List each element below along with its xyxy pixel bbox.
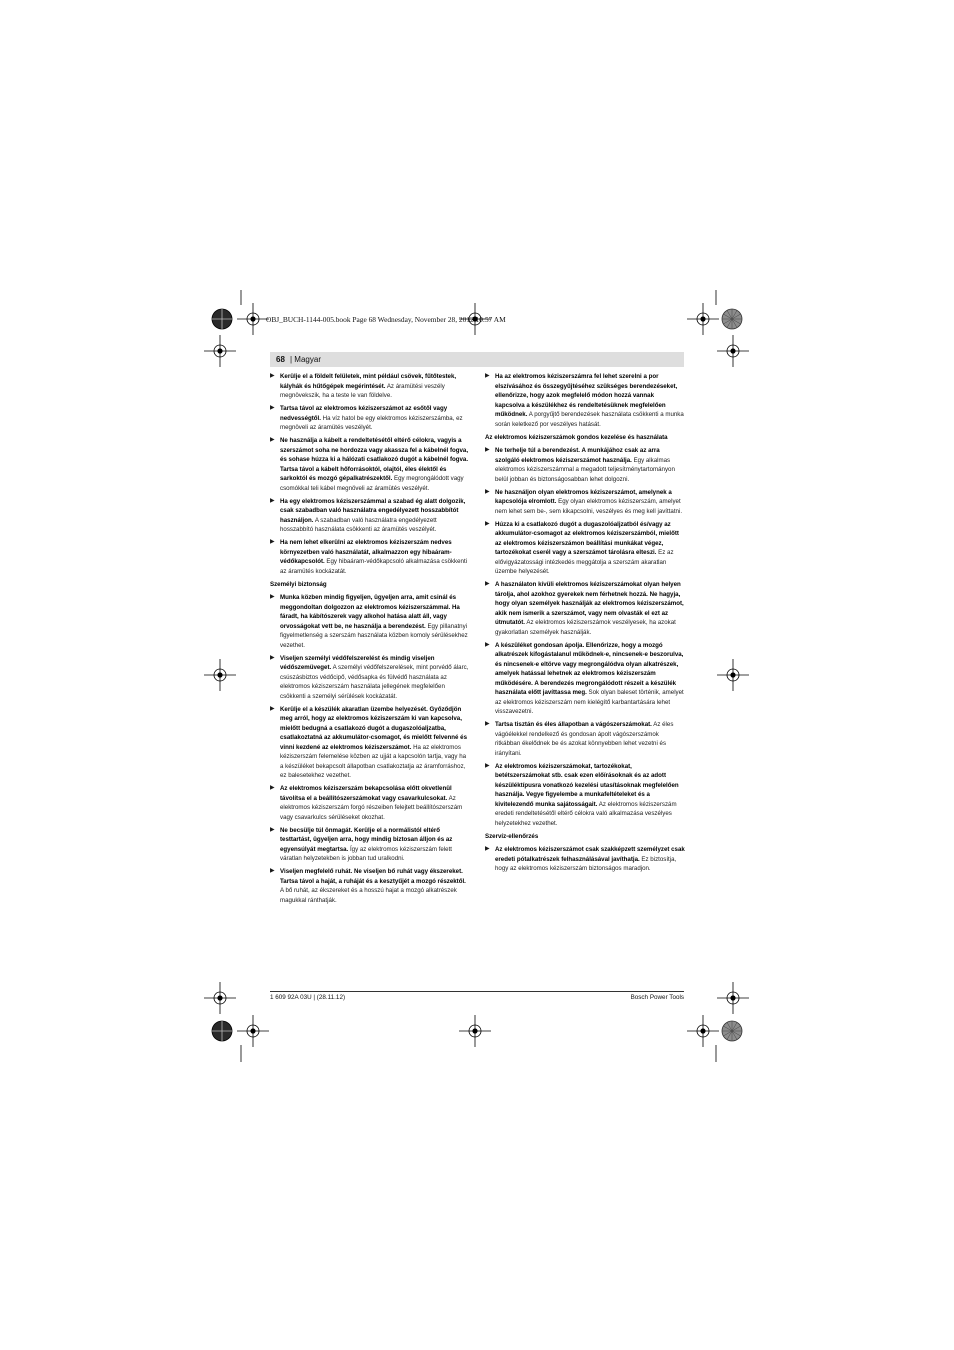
instruction-emphasis: Kerülje el a földelt felületek, mint például csövek, fűtőtestek, kályhák és hűtőgépek megérintését. (280, 373, 457, 390)
safety-instruction (270, 593, 470, 650)
instruction-explanation: Ez az elővigyázatossági intézkedés meggátolja a szerszám akaratlan üzembe helyezését. (495, 549, 674, 575)
instruction-explanation: Sok olyan baleset történik, amelyet az elektromos kéziszerszám nem kielégítő karbantartására lehet visszavezetni. (495, 689, 684, 715)
bullet-arrow-icon: ▶ (270, 594, 275, 600)
section-heading-tool-handling: Az elektromos kéziszerszámok gondos kezelése és használata (485, 433, 668, 441)
section-heading-personal-safety: Személyi biztonság (270, 580, 327, 588)
bullet-arrow-icon: ▶ (270, 539, 275, 545)
bullet-arrow-icon: ▶ (270, 654, 275, 661)
instruction-emphasis: Tartsa tisztán és éles állapotban a vágószerszámokat. (495, 721, 652, 728)
bullet-arrow-icon: ▶ (485, 641, 490, 648)
instruction-explanation: Az áramütési veszély megnövekszik, ha a teste le van földelve. (280, 382, 445, 399)
bullet-arrow-icon: ▶ (485, 762, 490, 769)
instruction-emphasis: Az elektromos kéziszerszám bekapcsolása előtt okvetlenül távolítsa el a beállítószerszámokat vagy csavarkulcsokat. (280, 785, 452, 802)
instruction-emphasis: Ne használja a kábelt a rendeltetésétől eltérő célokra, vagyis a szerszámot soha ne hordozza vagy akassza fel a kábelnél fogva, és sohase húzza ki a hálózati csatlakozó dugót a kábelnél fogva. Tartsa távol a kábelt hőforrásoktól, olajtól, éles élektől és sarkoktól és mozgó gépalkatrészektől. (280, 437, 469, 482)
right-text-column (485, 372, 685, 877)
page-header-bar (270, 352, 684, 367)
safety-instruction (485, 845, 685, 874)
safety-instruction (485, 520, 685, 577)
safety-instruction (270, 404, 470, 433)
instruction-explanation: Ha az elektromos kéziszerszám felemelése közben az ujját a kapcsolón tartja, vagy ha a készüléket bekapcsolt állapotban csatlakoztatja az áramforráshoz, ez balesetekhez vezethet. (280, 743, 467, 779)
safety-instruction (270, 436, 470, 493)
instruction-explanation: Egy megrongálódott vagy csomókkal teli kábel megnöveli az áramütés veszélyét. (280, 475, 464, 492)
section-heading-service: Szervíz-ellenőrzés (485, 832, 539, 840)
instruction-emphasis: Az elektromos kéziszerszámokat, tartozékokat, betétszerszámokat stb. csak ezen előírásoknak és az adott készüléktípusra vonatkozó kezelési utasításoknak megfelelően használja. Vegye figyelembe a munkafeltételeket és a kivitelezendő munka sajátosságait. (495, 762, 679, 808)
electrical-safety-list (270, 372, 470, 576)
bullet-arrow-icon: ▶ (270, 785, 275, 791)
safety-instruction (270, 784, 470, 822)
safety-instruction (485, 488, 685, 517)
tool-handling-list (485, 446, 685, 828)
instruction-explanation: Így az elektromos kéziszerszám felett váratlan helyzetekben is jobban tud uralkodni. (280, 845, 453, 862)
service-list (485, 845, 685, 874)
instruction-explanation: Ha víz hatol be egy elektromos kéziszerszámba, ez megnöveli az áramütés veszélyét. (280, 414, 463, 431)
bullet-arrow-icon: ▶ (270, 437, 275, 443)
safety-instruction (485, 762, 685, 829)
safety-instruction (485, 446, 685, 484)
instruction-explanation: Az elektromos kéziszerszám eredeti rendeltetésétől eltérő célokra való alkalmazása veszélyes helyzetekhez vezethet. (495, 800, 677, 827)
instruction-explanation: Ez biztosítja, hogy az elektromos kéziszerszám biztonságos maradjon. (495, 855, 677, 872)
bullet-arrow-icon: ▶ (270, 705, 275, 712)
bullet-arrow-icon: ▶ (485, 721, 490, 727)
instruction-explanation: A bő ruhát, az ékszereket és a hosszú hajat a mozgó alkatrészek magukkal ránthatják. (280, 887, 457, 904)
instruction-emphasis: Ne terhelje túl a berendezést. A munkájához csak az arra szolgáló elektromos kéziszerszámot használja. (495, 447, 660, 464)
instruction-explanation: Az elektromos kéziszerszám forgó részeiben felejtett beállítószerszám vagy csavarkulcs sérüléseket okozhat. (280, 794, 463, 821)
bullet-arrow-icon: ▶ (270, 373, 275, 379)
instruction-explanation: Egy olyan elektromos kéziszerszám, amelyet nem lehet sem be-, sem kikapcsolni, veszélyes és meg kell javíttatni. (495, 498, 683, 515)
instruction-emphasis: Húzza ki a csatlakozó dugót a dugaszolóaljzatból és/vagy az akkumulátor-csomagot az elektromos kéziszerszámból, mielőtt az elektromos kéziszerszámon beállítási munkákat végez, tartozékokat cserél vagy a szerszámot tárolásra elteszi. (495, 520, 679, 556)
instruction-emphasis: Viseljen személyi védőfelszerelést és mindig viseljen védőszemüveget. (280, 654, 435, 671)
footer-document-code: 1 609 92A 03U | (28.11.12) (270, 994, 346, 1001)
bullet-arrow-icon: ▶ (485, 846, 490, 852)
page-number: 68 (276, 355, 285, 364)
instruction-explanation: A szabadban való használatra engedélyezett hosszabbító használata csökkenti az áramütés veszélyét. (280, 516, 437, 533)
safety-instruction (485, 641, 685, 717)
instruction-emphasis: Ha nem lehet elkerülni az elektromos kéziszerszám nedves környezetben való használatát, alkalmazzon egy hibaáram-védőkapcsolót. (280, 539, 452, 565)
language-label: | Magyar (290, 355, 321, 364)
instruction-explanation: A porgyűjtő berendezések használata csökkenti a munka során keletkező por veszélyes hatását. (495, 411, 684, 428)
instruction-emphasis: Munka közben mindig figyeljen, ügyeljen arra, amit csinál és meggondoltan dolgozzon az elektromos kéziszerszámmal. Ha fáradt, ha kábítószerek vagy alkohol hatása alatt áll, vagy orvosságokat vett be, ne használja a berendezést. (280, 594, 460, 630)
instruction-explanation: Egy pillanatnyi figyelmetlenség a szerszám használata közben komoly sérülésekhez vezethet. (280, 622, 468, 649)
bullet-arrow-icon: ▶ (485, 373, 490, 379)
bullet-arrow-icon: ▶ (270, 405, 275, 411)
instruction-emphasis: A készüléket gondosan ápolja. Ellenőrizze, hogy a mozgó alkatrészek kifogástalanul működnek-e, nincsenek-e beszorulva, és nincsenek-e eltörve vagy megrongálódva olyan alkatrészek, amelyek hatással lehetnek az elektromos kéziszerszám működésére. A berendezés megrongálódott részeit a készülék használata előtt javíttassa meg. (495, 641, 684, 696)
instruction-emphasis: A használaton kívüli elektromos kéziszerszámokat olyan helyen tárolja, ahol azokhoz gyerekek nem férhetnek hozzá. Ne hagyja, hogy olyan személyek használják az elektromos kéziszerszámot, akik nem ismerik a szerszámot, vagy nem olvasták el ezt az útmutatót. (495, 581, 684, 626)
personal-safety-list (270, 593, 470, 905)
left-text-column (270, 372, 470, 909)
instruction-emphasis: Ne becsülje túl önmagát. Kerülje el a normálistól eltérő testtartást, ügyeljen arra, hogy mindig biztosan álljon és az egyensúlyát megtartsa. (280, 826, 453, 853)
bullet-arrow-icon: ▶ (270, 868, 275, 874)
footer-rule (270, 991, 684, 992)
safety-instruction (485, 720, 685, 758)
instruction-explanation: Az éles vágóélekkel rendelkező és gondosan ápolt vágószerszámok ritkábban ékelődnek be és azokat könnyebben lehet vezetni és irányítani. (495, 721, 674, 757)
safety-instruction (270, 867, 470, 905)
safety-instruction (270, 372, 470, 401)
bullet-arrow-icon: ▶ (270, 826, 275, 833)
instruction-explanation: Az elektromos kéziszerszámok veszélyesek, ha azokat gyakorlatlan személyek használják. (495, 619, 676, 636)
safety-instruction (270, 826, 470, 864)
bullet-arrow-icon: ▶ (485, 447, 490, 453)
safety-instruction (270, 538, 470, 576)
instruction-emphasis: Tartsa távol az elektromos kéziszerszámot az esőtől vagy nedvességtől. (280, 405, 448, 422)
instruction-explanation: Egy alkalmas elektromos kéziszerszámmal a megadott teljesítménytartományon belül jobban és biztonságosabban lehet dolgozni. (495, 456, 675, 483)
safety-instruction (485, 372, 685, 429)
instruction-emphasis: Ne használjon olyan elektromos kéziszerszámot, amelynek a kapcsolója elromlott. (495, 488, 672, 505)
safety-instruction (270, 705, 470, 781)
bullet-arrow-icon: ▶ (485, 488, 490, 495)
bullet-arrow-icon: ▶ (270, 497, 275, 504)
bullet-arrow-icon: ▶ (485, 581, 490, 587)
instruction-emphasis: Ha az elektromos kéziszerszámra fel lehet szerelni a por elszívásához és összegyűjtéséhez szükséges berendezéseket, ellenőrizze, hogy azok megfelelő módon hozzá vannak kapcsolva a készülékhez és rendeltetésüknek megfelelően működnek. (495, 373, 678, 418)
safety-instruction (485, 580, 685, 637)
instruction-emphasis: Kerülje el a készülék akaratlan üzembe helyezését. Győződjön meg arról, hogy az elektromos kéziszerszám ki van kapcsolva, mielőtt bedugná a csatlakozó dugót a dugaszolóaljzatba, csatlakoztatná az akkumulátor-csomagot, és mielőtt felvenné és vinni kezdené az elektromos kéziszerszámot. (280, 705, 468, 751)
safety-instruction (270, 654, 470, 702)
footer-brand: Bosch Power Tools (630, 994, 684, 1001)
dust-extraction-list (485, 372, 685, 429)
instruction-emphasis: Az elektromos kéziszerszámot csak szakképzett személyzet csak eredeti pótalkatrészek felhasználásával javíthatja. (495, 846, 685, 863)
instruction-explanation: Egy hibaáram-védőkapcsoló alkalmazása csökkenti az áramütés kockázatát. (280, 558, 468, 575)
instruction-explanation: A személyi védőfelszerelések, mint porvédő álarc, csúszásbiztos védőcipő, védősapka és fülvédő használata az elektromos kéziszerszám használata jellegének megfelelően csökkenti a személyi sérülések kockázatát. (280, 664, 469, 700)
bullet-arrow-icon: ▶ (485, 520, 490, 527)
safety-instruction (270, 497, 470, 535)
instruction-emphasis: Viseljen megfelelő ruhát. Ne viseljen bő ruhát vagy ékszereket. Tartsa távol a haját, a ruháját és a kesztyűjét a mozgó részektől. (280, 868, 466, 885)
print-slug-line: OBJ_BUCH-1144-005.book Page 68 Wednesday, November 28, 2012 10:57 AM (266, 315, 506, 324)
instruction-emphasis: Ha egy elektromos kéziszerszámmal a szabad ég alatt dolgozik, csak szabadban való használatra engedélyezett hosszabbítót használjon. (280, 497, 466, 524)
